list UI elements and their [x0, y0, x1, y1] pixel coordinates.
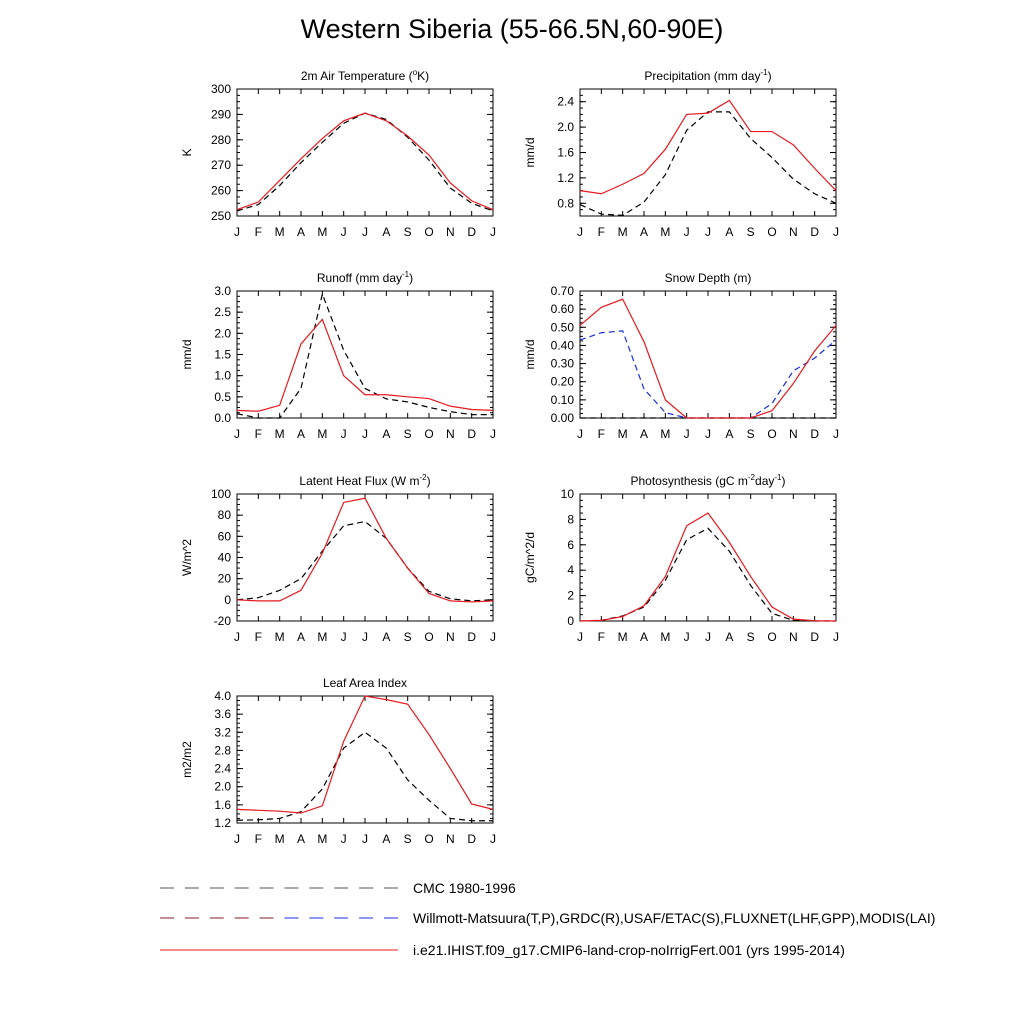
- x-tick-label: M: [317, 225, 328, 239]
- x-tick-label: A: [725, 630, 734, 644]
- panel-6: [523, 473, 839, 644]
- y-tick-label: 1.6: [214, 797, 231, 812]
- x-tick-label: S: [403, 630, 412, 644]
- panel-title-part: Photosynthesis (gC m: [630, 474, 748, 488]
- x-tick-label: O: [424, 225, 434, 239]
- x-tick-label: F: [597, 630, 606, 644]
- x-tick-label: D: [810, 427, 820, 441]
- y-tick-label: 0.30: [550, 356, 574, 371]
- x-tick-label: A: [725, 427, 734, 441]
- x-tick-label: D: [467, 630, 477, 644]
- y-tick-label: 8: [567, 512, 574, 527]
- y-axis-label: mm/d: [523, 137, 537, 168]
- x-tick-label: O: [767, 630, 777, 644]
- x-tick-label: J: [234, 427, 240, 441]
- y-tick-label: 2.0: [557, 120, 574, 135]
- x-tick-label: J: [340, 225, 347, 239]
- x-tick-label: F: [254, 427, 263, 441]
- x-tick-label: S: [403, 225, 412, 239]
- series-line-obs: [580, 331, 836, 418]
- y-tick-label: 1.2: [214, 816, 231, 830]
- y-tick-label: 4.0: [214, 689, 231, 703]
- x-tick-label: O: [424, 630, 434, 644]
- y-tick-label: 0: [567, 614, 574, 628]
- panel-4: [523, 271, 839, 441]
- x-tick-label: N: [788, 225, 798, 239]
- y-tick-label: 0: [224, 592, 231, 607]
- y-tick-label: 80: [217, 508, 231, 523]
- panel-title-part: 2m Air Temperature (: [300, 69, 413, 83]
- x-tick-label: M: [617, 225, 628, 239]
- panel-title: Snow Depth (m): [664, 271, 752, 285]
- x-tick-label: M: [617, 427, 628, 441]
- series-line-obs: [237, 522, 493, 601]
- x-tick-label: J: [833, 427, 839, 441]
- y-tick-label: 0.0: [214, 411, 231, 425]
- x-tick-label: D: [467, 832, 477, 846]
- y-tick-label: 2.4: [557, 94, 574, 109]
- y-axis-label: W/m^2: [180, 539, 194, 576]
- series-line-obs: [237, 113, 493, 211]
- x-tick-label: A: [382, 630, 391, 644]
- panel-title: [631, 473, 786, 488]
- y-tick-label: 1.2: [557, 170, 574, 185]
- x-tick-label: M: [274, 832, 285, 846]
- x-tick-label: J: [683, 225, 690, 239]
- x-tick-label: D: [467, 225, 477, 239]
- x-tick-label: O: [424, 832, 434, 846]
- panel-title-part: -2: [419, 473, 427, 482]
- figure-title: Western Siberia (55-66.5N,60-90E): [300, 14, 724, 44]
- y-tick-label: 0.60: [550, 302, 574, 317]
- x-tick-label: A: [296, 427, 306, 441]
- x-tick-label: J: [340, 427, 347, 441]
- x-tick-label: J: [577, 630, 583, 644]
- panel-1: [180, 68, 496, 239]
- panel-3: [180, 270, 496, 441]
- x-tick-label: J: [362, 630, 368, 644]
- x-tick-label: J: [683, 427, 690, 441]
- x-tick-label: J: [362, 427, 368, 441]
- panel-title: [299, 473, 430, 488]
- x-tick-label: F: [597, 427, 606, 441]
- panel-title: [644, 68, 771, 83]
- y-tick-label: 3.2: [214, 725, 231, 740]
- y-axis-label: mm/d: [180, 339, 194, 370]
- x-tick-label: A: [639, 427, 649, 441]
- panel-title-part: ): [426, 474, 431, 488]
- x-tick-label: S: [403, 427, 412, 441]
- series-line-obs: [580, 112, 836, 216]
- y-axis-label: K: [180, 148, 194, 157]
- series-line-model: [237, 696, 493, 813]
- x-tick-label: N: [788, 427, 798, 441]
- x-tick-label: M: [617, 630, 628, 644]
- y-tick-label: 260: [210, 183, 231, 198]
- x-tick-label: S: [746, 630, 755, 644]
- x-tick-label: A: [382, 225, 391, 239]
- plot-frame: [580, 89, 836, 216]
- x-tick-label: D: [810, 225, 820, 239]
- x-tick-label: S: [746, 225, 755, 239]
- legend: [160, 880, 935, 958]
- y-tick-label: 3.0: [214, 284, 231, 298]
- x-tick-label: F: [254, 832, 263, 846]
- panel-title-part: ): [767, 69, 772, 83]
- series-line-model: [580, 513, 836, 621]
- y-tick-label: 2.0: [214, 326, 231, 341]
- x-tick-label: M: [274, 427, 285, 441]
- x-tick-label: M: [317, 630, 328, 644]
- panel-title-part: -1: [402, 270, 410, 279]
- plot-frame: [237, 89, 493, 216]
- y-tick-label: 1.5: [214, 347, 231, 362]
- x-tick-label: J: [577, 427, 583, 441]
- y-tick-label: 0.10: [550, 392, 574, 407]
- legend-label: CMC 1980-1996: [413, 880, 516, 896]
- x-tick-label: D: [467, 427, 477, 441]
- x-tick-label: A: [382, 832, 391, 846]
- y-tick-label: 290: [210, 107, 231, 122]
- panel-title: [317, 270, 413, 285]
- series-line-model: [237, 113, 493, 210]
- x-tick-label: F: [254, 225, 263, 239]
- x-tick-label: J: [683, 630, 690, 644]
- series-line-model: [237, 319, 493, 411]
- y-tick-label: 0.20: [550, 374, 574, 389]
- x-tick-label: N: [445, 832, 455, 846]
- x-tick-label: J: [362, 832, 368, 846]
- panel-7: [180, 676, 496, 846]
- panel-title-part: Latent Heat Flux (W m: [299, 474, 420, 488]
- x-tick-label: A: [382, 427, 391, 441]
- y-tick-label: 60: [217, 529, 231, 544]
- x-tick-label: O: [767, 427, 777, 441]
- y-tick-label: 2: [567, 588, 574, 603]
- y-tick-label: 4: [567, 563, 574, 578]
- plot-frame: [237, 291, 493, 418]
- y-tick-label: 6: [567, 537, 574, 552]
- x-tick-label: S: [746, 427, 755, 441]
- panel-title-part: o: [412, 68, 418, 77]
- panel-title: [301, 68, 429, 83]
- x-tick-label: J: [705, 427, 711, 441]
- x-tick-label: M: [317, 427, 328, 441]
- y-tick-label: 40: [217, 550, 231, 565]
- x-tick-label: J: [234, 225, 240, 239]
- panel-title-part: K): [417, 69, 430, 83]
- y-tick-label: 0.5: [214, 389, 231, 404]
- y-tick-label: 2.4: [214, 761, 231, 776]
- x-tick-label: N: [445, 630, 455, 644]
- panel-title-part: -1: [760, 68, 768, 77]
- legend-label: Willmott-Matsuura(T,P),GRDC(R),USAF/ETAC(S),FLUXNET(LHF,GPP),MODIS(LAI): [413, 910, 936, 926]
- x-tick-label: J: [234, 630, 240, 644]
- y-tick-label: 0.8: [557, 196, 574, 211]
- y-tick-label: -20: [213, 614, 231, 628]
- y-tick-label: 20: [217, 571, 231, 586]
- y-tick-label: 1.0: [214, 368, 231, 383]
- y-axis-label: m2/m2: [180, 741, 194, 778]
- y-tick-label: 0.00: [550, 411, 574, 425]
- panel-title-part: ): [781, 474, 786, 488]
- x-tick-label: N: [788, 630, 798, 644]
- series-line-model: [580, 299, 836, 418]
- x-tick-label: J: [577, 225, 583, 239]
- y-tick-label: 280: [210, 132, 231, 147]
- x-tick-label: M: [660, 225, 671, 239]
- x-tick-label: J: [234, 832, 240, 846]
- x-tick-label: A: [639, 630, 649, 644]
- y-tick-label: 2.8: [214, 743, 231, 758]
- x-tick-label: F: [597, 225, 606, 239]
- y-tick-label: 2.0: [214, 779, 231, 794]
- x-tick-label: S: [403, 832, 412, 846]
- x-tick-label: J: [362, 225, 368, 239]
- x-tick-label: O: [767, 225, 777, 239]
- x-tick-label: J: [705, 630, 711, 644]
- x-tick-label: A: [639, 225, 649, 239]
- y-tick-label: 100: [210, 487, 231, 501]
- series-line-obs: [580, 528, 836, 621]
- x-tick-label: A: [296, 832, 306, 846]
- panel-title-part: ): [409, 271, 414, 285]
- x-tick-label: J: [490, 630, 496, 644]
- y-tick-label: 250: [210, 209, 231, 223]
- series-line-obs: [237, 294, 493, 418]
- y-tick-label: 2.5: [214, 305, 231, 320]
- y-tick-label: 10: [560, 487, 574, 501]
- panel-2: [523, 68, 839, 239]
- x-tick-label: A: [296, 225, 306, 239]
- panel-title-part: -1: [774, 473, 782, 482]
- y-tick-label: 1.6: [557, 145, 574, 160]
- y-tick-label: 0.50: [550, 320, 574, 335]
- x-tick-label: D: [810, 630, 820, 644]
- x-tick-label: O: [424, 427, 434, 441]
- panel-5: [180, 473, 496, 644]
- x-tick-label: J: [490, 832, 496, 846]
- y-tick-label: 300: [210, 82, 231, 96]
- x-tick-label: J: [705, 225, 711, 239]
- x-tick-label: J: [490, 225, 496, 239]
- y-tick-label: 0.70: [550, 284, 574, 298]
- series-line-model: [580, 100, 836, 193]
- x-tick-label: M: [660, 427, 671, 441]
- y-tick-label: 3.6: [214, 707, 231, 722]
- x-tick-label: F: [254, 630, 263, 644]
- x-tick-label: N: [445, 427, 455, 441]
- x-tick-label: M: [274, 630, 285, 644]
- series-line-model: [237, 498, 493, 602]
- y-tick-label: 270: [210, 158, 231, 173]
- panel-title: Leaf Area Index: [322, 676, 408, 690]
- x-tick-label: J: [340, 630, 347, 644]
- legend-label: i.e21.IHIST.f09_g17.CMIP6-land-crop-noIrrigFert.001 (yrs 1995-2014): [413, 942, 845, 958]
- x-tick-label: A: [725, 225, 734, 239]
- x-tick-label: M: [274, 225, 285, 239]
- panel-title-part: Precipitation (mm day: [644, 69, 761, 83]
- y-tick-label: 0.40: [550, 338, 574, 353]
- plot-frame: [580, 291, 836, 418]
- x-tick-label: A: [296, 630, 306, 644]
- plot-frame: [237, 696, 493, 823]
- plot-frame: [237, 494, 493, 621]
- x-tick-label: M: [317, 832, 328, 846]
- x-tick-label: J: [833, 630, 839, 644]
- panel-title-part: Runoff (mm day: [316, 271, 403, 285]
- x-tick-label: J: [490, 427, 496, 441]
- x-tick-label: J: [340, 832, 347, 846]
- x-tick-label: J: [833, 225, 839, 239]
- x-tick-label: M: [660, 630, 671, 644]
- panel-title-part: -2: [747, 473, 756, 482]
- y-axis-label: gC/m^2/d: [523, 532, 537, 583]
- panel-title-part: day: [755, 474, 775, 488]
- y-axis-label: mm/d: [523, 339, 537, 370]
- x-tick-label: N: [445, 225, 455, 239]
